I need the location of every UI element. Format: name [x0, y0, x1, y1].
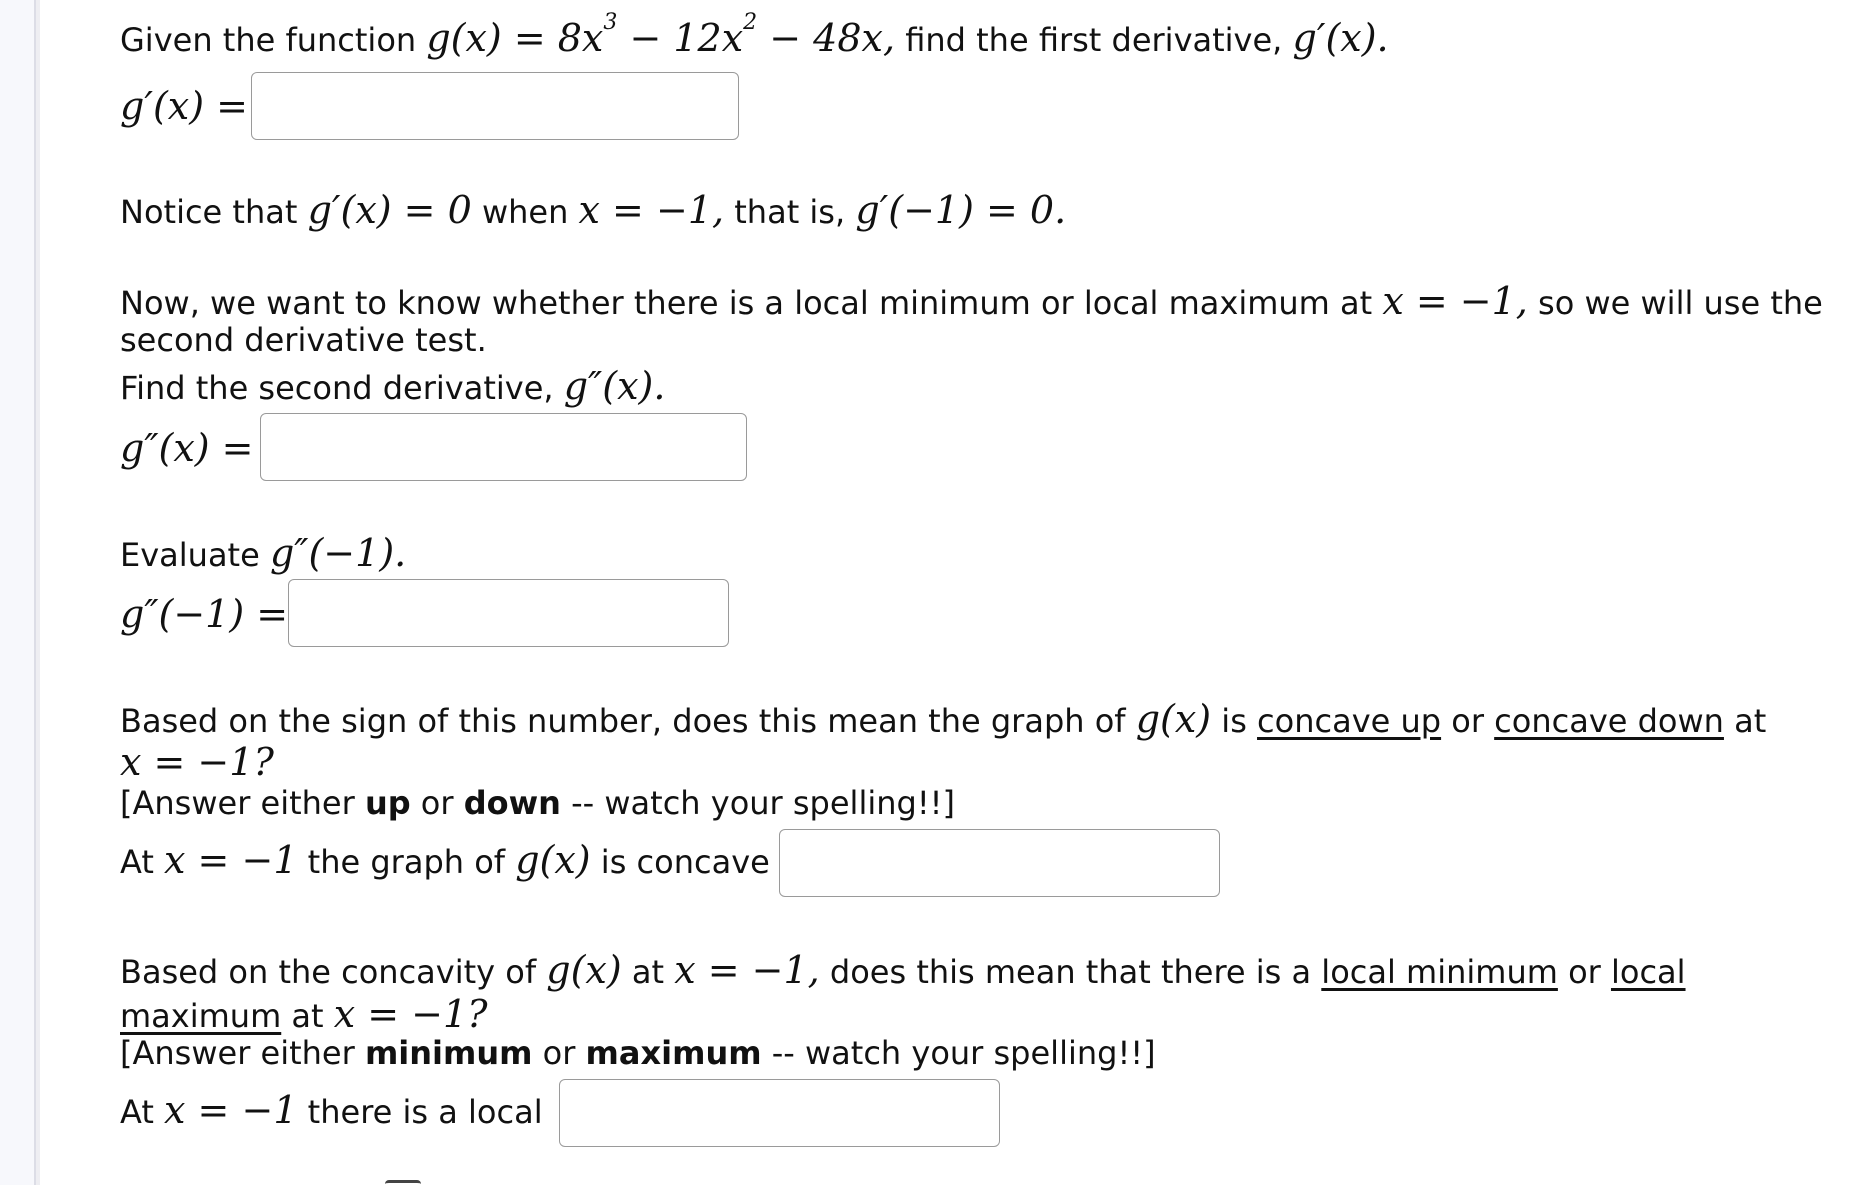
- left-sidebar-edge: [0, 0, 36, 1185]
- local-maximum-term-part1: local: [1610, 953, 1686, 991]
- concavity-question: Based on the sign of this number, does this mean the graph of g(x) is concave up or concave down at: [120, 697, 1767, 741]
- concavity-prompt: At x = −1 the graph of g(x) is concave: [120, 838, 770, 882]
- extremum-hint: [Answer either minimum or maximum -- watch your spelling!!]: [120, 1034, 1156, 1072]
- extremum-input[interactable]: [559, 1079, 1000, 1147]
- concave-down-term: concave down: [1494, 702, 1724, 740]
- second-derivative-intro: Now, we want to know whether there is a local minimum or local maximum at x = −1, so we will use the: [120, 279, 1823, 323]
- local-maximum-term-part2: maximum: [120, 997, 282, 1035]
- concavity-input[interactable]: [779, 829, 1220, 897]
- concavity-hint: [Answer either up or down -- watch your spelling!!]: [120, 784, 955, 822]
- second-derivative-label: g″(x) =: [120, 426, 254, 470]
- notice-statement: Notice that g′(x) = 0 when x = −1, that is, g′(−1) = 0.: [120, 188, 1067, 232]
- local-minimum-term: local minimum: [1321, 953, 1558, 991]
- first-derivative-input[interactable]: [251, 72, 739, 140]
- evaluate-label: g″(−1) =: [120, 592, 289, 636]
- extremum-question: Based on the concavity of g(x) at x = −1, does this mean that there is a local minimum or local: [120, 948, 1686, 992]
- q1-statement: Given the function $g(x) = 8x^3 - 12x^2 - 48x$, find the first derivative, g′(x).: [120, 10, 1389, 60]
- second-derivative-intro-line2: second derivative test.: [120, 321, 487, 359]
- second-derivative-input[interactable]: [260, 413, 747, 481]
- next-section-edge: [385, 1180, 421, 1188]
- second-derivative-prompt: Find the second derivative, g″(x).: [120, 364, 666, 408]
- second-derivative-value-input[interactable]: [288, 579, 729, 647]
- concavity-question-line2: x = −1?: [120, 740, 274, 784]
- function-definition: $g(x) = 8x^3 - 12x^2 - 48x$,: [426, 10, 896, 60]
- concave-up-term: concave up: [1257, 702, 1442, 740]
- evaluate-prompt: Evaluate g″(−1).: [120, 531, 407, 575]
- first-derivative-label: g′(x) =: [120, 84, 248, 128]
- extremum-question-line2: maximum at x = −1?: [120, 992, 488, 1036]
- extremum-prompt: At x = −1 there is a local: [120, 1088, 543, 1132]
